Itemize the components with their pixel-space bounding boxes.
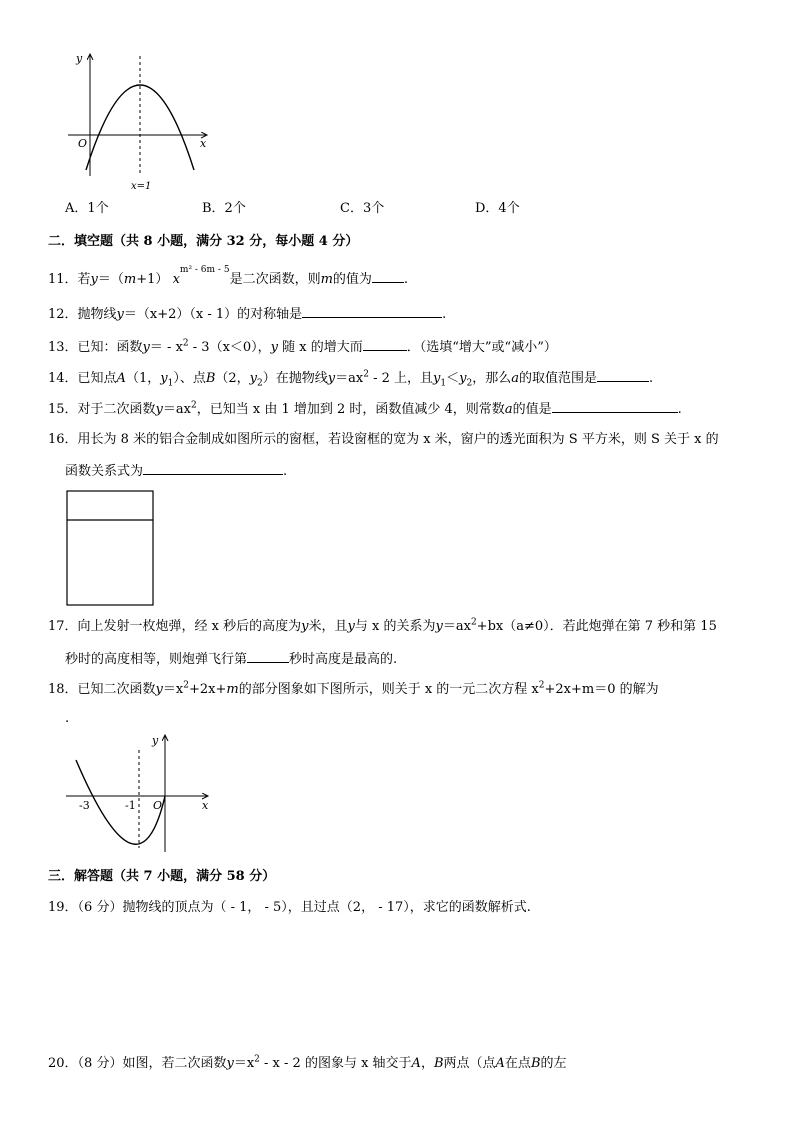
- tick-label-minus-3: -3: [79, 799, 90, 812]
- question-20: 20．（8 分）如图，若二次函数$y=x^2 - x - 2$ 的图象与 x 轴交于A，B两点（点A在点B的左: [48, 1054, 567, 1071]
- answer-blank: [597, 369, 649, 382]
- question-15: 15．对于二次函数$y=ax^2$，已知当 x 由 1 增加到 2 时，函数值减少 4，则常数a的值是 .: [48, 400, 682, 417]
- y-axis-label: y: [76, 52, 83, 65]
- question-12: 12．抛物线y＝（x+2）（x - 1）的对称轴是 .: [48, 307, 447, 322]
- answer-blank: [363, 338, 407, 351]
- option-c: C．3个: [340, 201, 385, 216]
- question-18-line-1: 18．已知二次函数$y=x^2+2x+m$的部分图象如下图所示，则关于 x 的一元二次方程 $x^2+2x+m=0$ 的解为: [48, 680, 659, 697]
- parabola-curve: [86, 85, 194, 170]
- section-2-title: 二．填空题（共 8 小题，满分 32 分，每小题 4 分）: [48, 234, 359, 249]
- answer-blank: [372, 270, 404, 283]
- question-11: 11．若y＝（m+1） $x^{m^2 - 6m - 5}$是二次函数，则m的值为 .: [48, 264, 409, 287]
- question-16-line-1: 16．用长为 8 米的铝合金制成如图所示的窗框，若设窗框的宽为 x 米，窗户的透光面积为 S 平方米，则 S 关于 x 的: [48, 432, 719, 447]
- x-axis-label: x: [202, 799, 209, 812]
- answer-blank: [552, 400, 678, 413]
- tick-label-minus-1: -1: [125, 799, 136, 812]
- option-d: D．4个: [475, 201, 520, 216]
- answer-blank: [143, 462, 283, 475]
- option-a: A．1个: [65, 201, 109, 216]
- x-axis-label: x: [200, 137, 207, 150]
- origin-label: O: [153, 799, 163, 812]
- question-19: 19．（6 分）抛物线的顶点为（ - 1， - 5），且过点（2， - 17），求它的函数解析式.: [48, 900, 531, 915]
- parabola-figure-1: [62, 48, 212, 198]
- question-17-line-1: 17．向上发射一枚炮弹，经 x 秒后的高度为y米，且y与 x 的关系为$y=ax^2+bx(a\ne 0)$．若此炮弹在第 7 秒和第 15: [48, 617, 717, 634]
- question-16-line-2: 函数关系式为 .: [65, 464, 288, 479]
- parabola-figure-2: [62, 730, 222, 856]
- y-axis-label: y: [152, 734, 159, 747]
- origin-label: O: [78, 137, 88, 150]
- question-13: 13．已知：函数$y= - x^2 - 3(x<0)$，y 随 x 的增大而 ．（选填“增大”或“减小”）: [48, 338, 557, 355]
- window-frame-figure: [66, 490, 156, 608]
- question-17-line-2: 秒时的高度相等，则炮弹飞行第 秒时高度是最高的.: [65, 652, 398, 667]
- section-3-title: 三．解答题（共 7 小题，满分 58 分）: [48, 869, 276, 884]
- answer-blank: [302, 305, 442, 318]
- symmetry-axis-label: x=1: [131, 181, 152, 192]
- answer-blank: [247, 650, 289, 663]
- question-14: 14．已知点A（1，$y_1$）、点B（2，$y_2$）在抛物线$y=ax^2 - 2$ 上，且$y_1<y_2$，那么a的取值范围是 .: [48, 369, 654, 389]
- option-b: B．2个: [202, 201, 246, 216]
- question-18-line-2: .: [65, 711, 70, 726]
